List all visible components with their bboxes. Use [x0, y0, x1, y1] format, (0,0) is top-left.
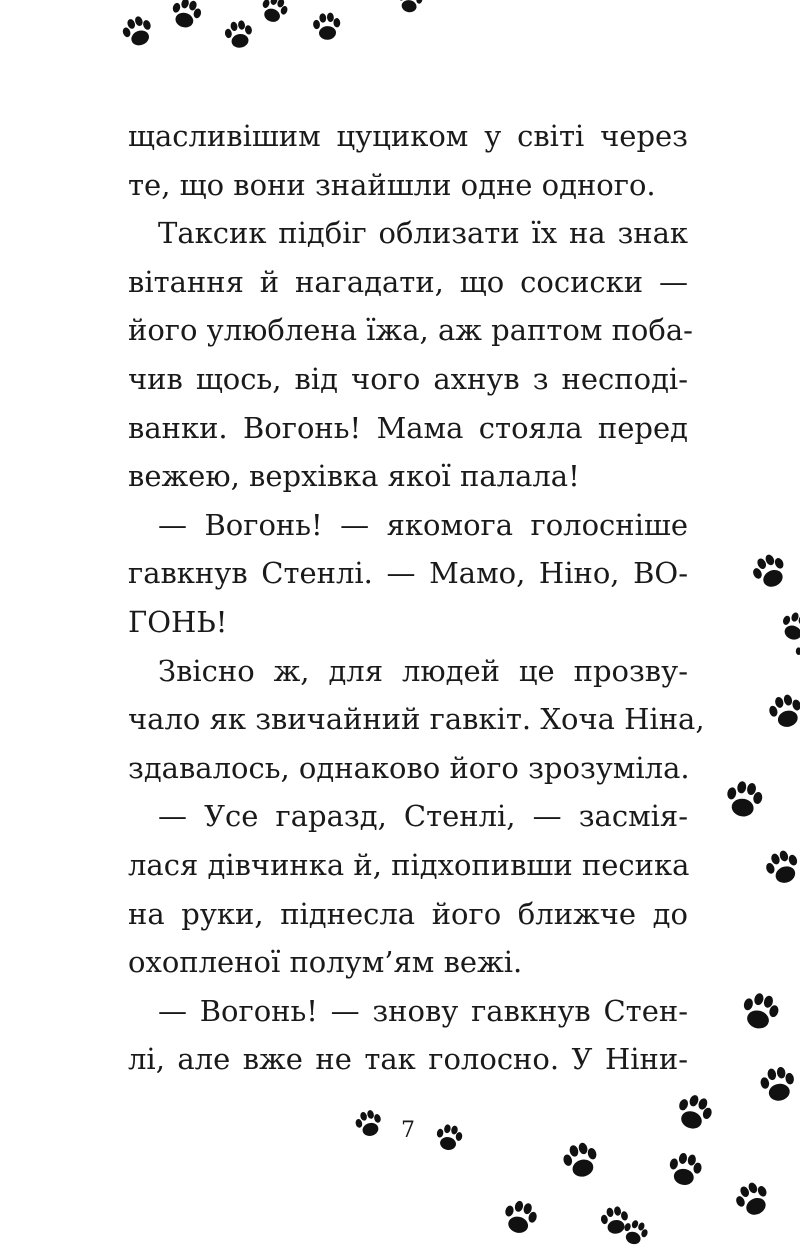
paw-print-icon [662, 1147, 708, 1193]
text-line: чив щось, від чого ахнув з несподі- [128, 361, 688, 396]
text-line: — Вогонь! — якомога голосніше [158, 507, 688, 542]
paw-print-icon [733, 985, 787, 1039]
paw-print-icon [253, 0, 294, 31]
text-line: гавкнув Стенлі. — Мамо, Ніно, ВО- [128, 556, 688, 591]
body-text [128, 112, 705, 1084]
paw-print-icon [348, 1104, 389, 1144]
paw-print-icon [115, 9, 161, 55]
text-line: вежею, верхівка якої палала! [128, 459, 580, 494]
text-line: те, що вони знайшли одне одного. [128, 167, 656, 202]
text-line: — Вогонь! — знову гавкнув Стен- [158, 993, 688, 1028]
page-footer [0, 1108, 800, 1148]
text-line: Звісно ж, для людей це прозву- [158, 653, 688, 688]
paw-print-icon [762, 688, 800, 737]
paw-print-icon [309, 9, 346, 46]
text-line: на руки, піднесла його ближче до [128, 896, 688, 931]
text-line: чало як звичайний гавкіт. Хоча Ніна, [128, 702, 705, 737]
paw-print-icon [219, 15, 258, 54]
paw-print-icon [793, 640, 800, 668]
text-line: щасливішим цуциком у світі через [128, 119, 688, 153]
paw-print-icon [754, 1061, 800, 1110]
paw-print-icon [429, 1119, 468, 1156]
paw-print-icon [164, 0, 208, 36]
text-line: ванки. Вогонь! Мама стояла перед [128, 410, 688, 445]
paw-print-icon [757, 842, 800, 893]
page-number: 7 [401, 1118, 415, 1143]
text-line: здавалось, однаково його зрозуміла. [128, 750, 690, 785]
text-line: лі, але вже не так голосно. У Ніни- [128, 1042, 688, 1077]
text-line: вітання й нагадати, що сосиски — [128, 264, 688, 299]
text-line: лася дівчинка й, підхопивши песика [128, 847, 690, 882]
paw-print-icon [496, 1194, 545, 1243]
paw-print-icon [393, 0, 428, 18]
text-line: його улюблена їжа, аж раптом поба- [128, 313, 693, 348]
text-line: Таксик підбіг облизати їх на знак [158, 216, 688, 251]
paw-print-icon [726, 1173, 779, 1226]
paw-print-icon [743, 545, 796, 598]
text-line: — Усе гаразд, Стенлі, — засмія- [158, 799, 688, 834]
text-line: охопленої полум’ям вежі. [128, 945, 523, 980]
text-line: ГОНЬ! [128, 604, 228, 639]
paw-print-icon [719, 775, 770, 826]
